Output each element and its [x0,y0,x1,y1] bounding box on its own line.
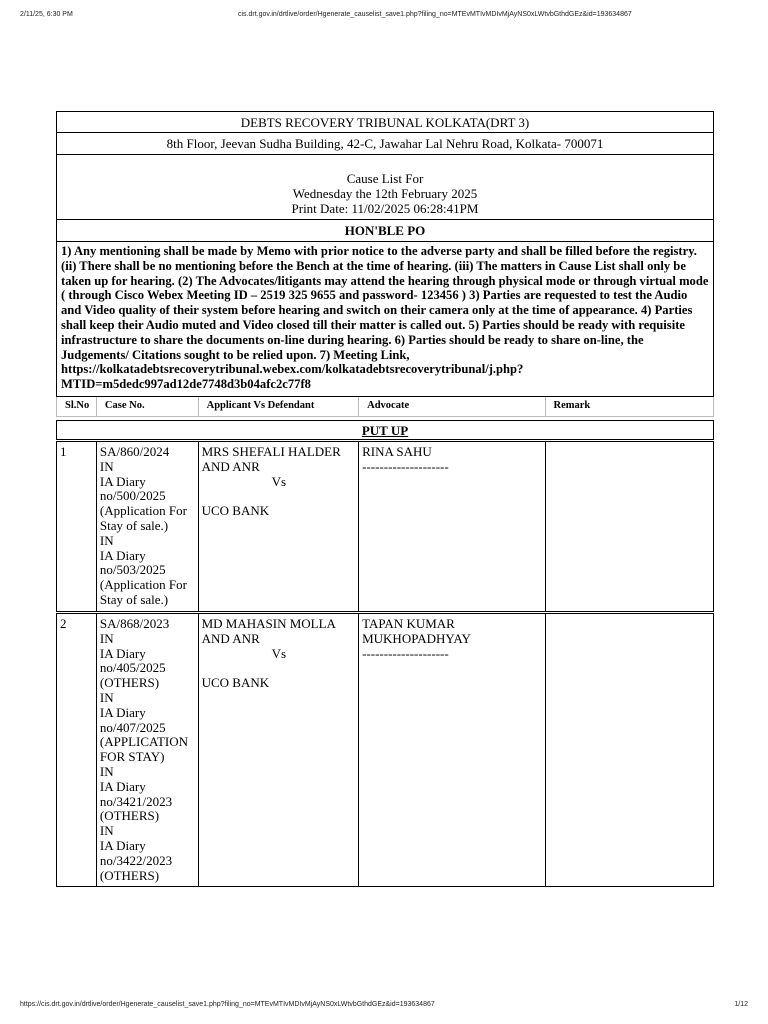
defendant-name: UCO BANK [201,675,270,691]
versus-label: Vs [271,473,287,489]
case-line: SA/860/2024 [99,443,170,459]
print-datetime: 2/11/25, 6:30 PM [20,11,73,18]
advocate-line: MUKHOPADHYAY [362,630,471,646]
page-number: 1/12 [734,1001,748,1008]
versus-label: Vs [271,645,287,661]
case-rows [56,441,714,887]
row-remark [546,614,713,886]
case-line: IA Diary [99,547,146,563]
cause-list-sheet [56,111,714,887]
applicant-line: AND ANR [201,630,260,646]
applicant-line: AND ANR [201,458,260,474]
cause-list-for: Cause List For [346,171,424,186]
applicant-line: MD MAHASIN MOLLA [201,615,336,631]
print-date: Print Date: 11/02/2025 06:28:41PM [291,201,479,216]
section-put-up: PUT UP [56,420,714,440]
col-advocate: Advocate [359,397,545,416]
row-parties [199,614,360,886]
case-line: IA Diary [99,837,146,853]
case-line: (OTHERS) [99,867,160,883]
row-advocate [359,442,545,611]
case-line: no/3421/2023 [99,793,173,809]
defendant-name: UCO BANK [201,503,270,519]
case-line: no/405/2025 [99,660,166,676]
case-line: IN [99,630,114,646]
row-slno: 1 [57,442,97,611]
footer-url: https://cis.drt.gov.in/drtlive/order/Hgenerate_causelist_save1.php?filing_no=MTEvMTIvMDIvMjAyNS0xLWtvbGthdGEz&id=193634867 [20,1001,435,1008]
case-line: no/407/2025 [99,719,166,735]
tribunal-address: 8th Floor, Jeevan Sudha Building, 42-C, Jawahar Lal Nehru Road, Kolkata- 700071 [56,133,714,155]
advocate-line: -------------------- [362,458,449,474]
case-line: (OTHERS) [99,808,160,824]
case-line: IN [99,458,114,474]
print-header [20,11,748,23]
print-url: cis.drt.gov.in/drtlive/order/Hgenerate_causelist_save1.php?filing_no=MTEvMTIvMDIvMjAyNS0xLWtvbGthdGEz&id=193634867 [238,11,632,18]
col-slno: Sl.No [57,397,97,416]
tribunal-title: DEBTS RECOVERY TRIBUNAL KOLKATA(DRT 3) [56,111,714,133]
row-advocate [359,614,545,886]
col-remark: Remark [553,399,591,411]
case-line: (OTHERS) [99,675,160,691]
case-line: (Application For [99,577,187,593]
case-line: IN [99,763,114,779]
case-line: IA Diary [99,704,146,720]
case-line: IN [99,689,114,705]
case-line: no/500/2025 [99,488,166,504]
print-footer [20,1001,748,1013]
case-line: Stay of sale.) [99,517,169,533]
row-case-no [97,614,199,886]
applicant-line: MRS SHEFALI HALDER [201,443,341,459]
case-line: IA Diary [99,645,146,661]
row-parties [199,442,360,611]
case-line: SA/868/2023 [99,615,170,631]
row-slno: 2 [57,614,97,886]
case-line: FOR STAY) [99,749,165,765]
row-case-no [97,442,199,611]
table-row [56,613,714,887]
case-line: IN [99,823,114,839]
case-line: no/503/2025 [99,562,166,578]
case-line: IA Diary [99,473,146,489]
col-parties: Applicant Vs Defendant [199,397,360,416]
case-line: (APPLICATION [99,734,189,750]
table-row [56,441,714,612]
case-line: Stay of sale.) [99,591,169,607]
hearing-notice: 1) Any mentioning shall be made by Memo with prior notice to the adverse party and shall be filled before the registry.(ii) There shall be no mentioning before the Bench at the time of hearing. (iii) The matters in Cause List shall only be taken up for hearing. (2) The Advocates/litigants may attend the hearing through physical mode or through virtual mode ( through Cisco Webex Meeting ID – 2519 325 9655 and password- 123456 ) 3) Parties are requested to test the Audio and Video quality of their system before hearing and switch on their camera only at the time of appearance. 4) Parties shall keep their Audio muted and Video closed till their matter is called out. 5) Parties should be ready with requisite infrastructure to share the documents on-line during hearing. 6) Parties should be ready to share on-line, the Judgements/ Citations sought to be relied upon. 7) Meeting Link, https://kolkatadebtsrecoverytribunal.webex.com/kolkatadebtsrecoverytribunal/j.php?MTID=m5dedc997ad12de7748d3b04afc2c77f8 [56,242,714,397]
hearing-date: Wednesday the 12th February 2025 [292,186,478,201]
case-line: IN [99,532,114,548]
advocate-line: RINA SAHU [362,443,432,459]
case-line: IA Diary [99,778,146,794]
bench-name: HON'BLE PO [56,220,714,242]
column-headers [56,397,714,417]
case-line: no/3422/2023 [99,852,173,868]
row-remark [546,442,713,611]
case-line: (Application For [99,503,187,519]
advocate-line: -------------------- [362,645,449,661]
col-case-no: Case No. [97,397,199,416]
advocate-line: TAPAN KUMAR [362,615,455,631]
cause-list-info [56,155,714,220]
